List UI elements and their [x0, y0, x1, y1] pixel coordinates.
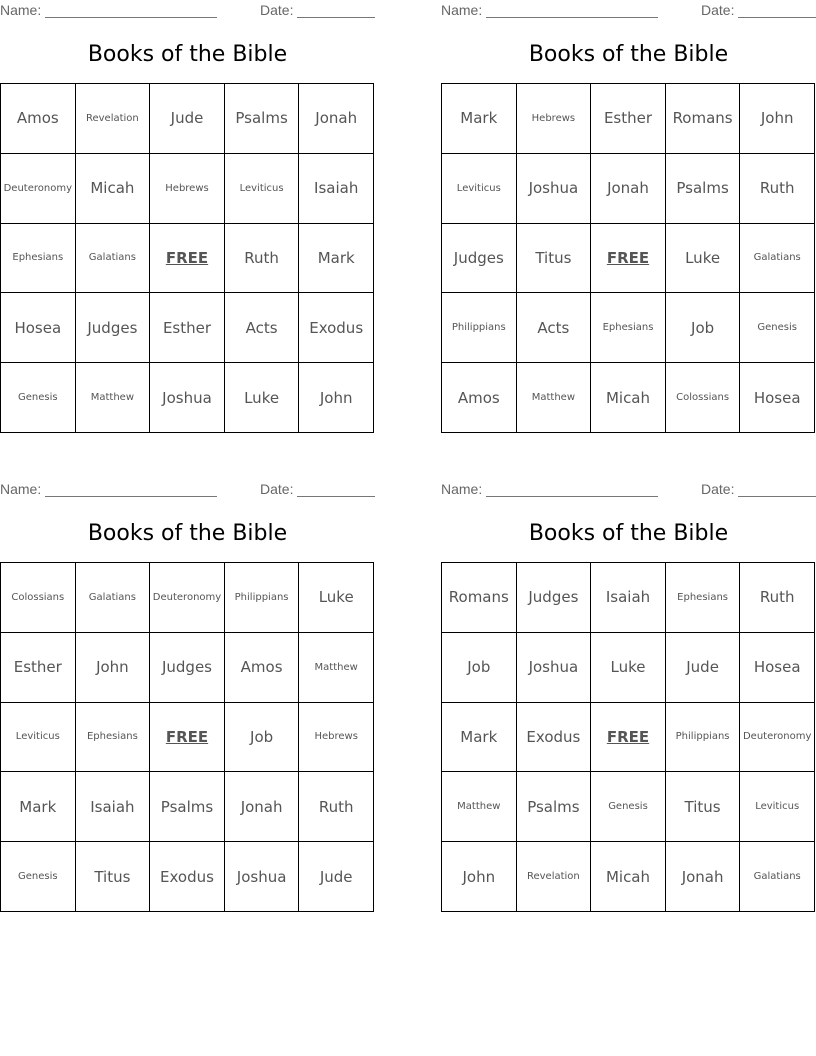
bingo-cell: Exodus — [517, 703, 592, 773]
bingo-cell: Esther — [150, 293, 225, 363]
bingo-cell: Hebrews — [150, 154, 225, 224]
bingo-cell: Joshua — [150, 363, 225, 433]
bingo-grid — [0, 562, 374, 912]
bingo-cell: Joshua — [517, 154, 592, 224]
bingo-card — [441, 0, 816, 440]
bingo-cell: Isaiah — [591, 563, 666, 633]
bingo-cell: John — [76, 633, 151, 703]
bingo-cell: Galatians — [76, 563, 151, 633]
bingo-cell: Hosea — [1, 293, 76, 363]
date-label: Date: — [701, 2, 735, 18]
bingo-cell: Job — [225, 703, 300, 773]
free-space-cell: FREE — [591, 703, 666, 773]
bingo-cell: Matthew — [517, 363, 592, 433]
bingo-cell: Mark — [1, 772, 76, 842]
date-label: Date: — [260, 2, 294, 18]
bingo-cell: Romans — [442, 563, 517, 633]
date-field-line[interactable] — [297, 2, 375, 18]
bingo-cell: Ephesians — [666, 563, 741, 633]
bingo-cell: Colossians — [1, 563, 76, 633]
bingo-cell: Amos — [442, 363, 517, 433]
bingo-cell: Jonah — [299, 84, 374, 154]
free-space-cell: FREE — [150, 224, 225, 294]
bingo-cell: Jude — [299, 842, 374, 912]
name-label: Name: — [441, 481, 483, 497]
bingo-cell: Genesis — [740, 293, 815, 363]
bingo-cell: Titus — [76, 842, 151, 912]
card-title: Books of the Bible — [87, 521, 288, 546]
bingo-cell: Leviticus — [442, 154, 517, 224]
bingo-cell: Ephesians — [76, 703, 151, 773]
bingo-cell: Exodus — [150, 842, 225, 912]
bingo-grid — [0, 83, 374, 433]
bingo-cell: Micah — [76, 154, 151, 224]
bingo-cell: Matthew — [76, 363, 151, 433]
bingo-cell: Ephesians — [591, 293, 666, 363]
date-field-line[interactable] — [297, 481, 375, 497]
bingo-cell: Hebrews — [299, 703, 374, 773]
bingo-grid — [441, 83, 815, 433]
free-space-cell: FREE — [591, 224, 666, 294]
bingo-card — [0, 0, 375, 440]
bingo-cell: Jude — [150, 84, 225, 154]
card-header — [0, 481, 375, 499]
bingo-cell: Titus — [517, 224, 592, 294]
name-label: Name: — [441, 2, 483, 18]
card-header — [441, 2, 816, 20]
bingo-cell: Jonah — [666, 842, 741, 912]
card-title: Books of the Bible — [528, 42, 729, 67]
name-field-line[interactable] — [486, 481, 658, 497]
bingo-cell: Colossians — [666, 363, 741, 433]
bingo-cell: Ruth — [225, 224, 300, 294]
bingo-cell: Amos — [1, 84, 76, 154]
free-space-cell: FREE — [150, 703, 225, 773]
bingo-cell: Deuteronomy — [1, 154, 76, 224]
bingo-cell: Job — [666, 293, 741, 363]
bingo-cell: Psalms — [225, 84, 300, 154]
bingo-cell: Luke — [666, 224, 741, 294]
date-field-line[interactable] — [738, 2, 816, 18]
bingo-cell: Genesis — [591, 772, 666, 842]
bingo-cell: Philippians — [666, 703, 741, 773]
bingo-cell: Isaiah — [76, 772, 151, 842]
bingo-cell: John — [442, 842, 517, 912]
bingo-cell: Judges — [442, 224, 517, 294]
bingo-cell: Ruth — [740, 154, 815, 224]
bingo-card — [0, 479, 375, 919]
bingo-cell: Ruth — [740, 563, 815, 633]
bingo-cell: Amos — [225, 633, 300, 703]
bingo-grid — [441, 562, 815, 912]
bingo-cell: Revelation — [76, 84, 151, 154]
bingo-cell: Acts — [517, 293, 592, 363]
name-label: Name: — [0, 2, 42, 18]
name-field-line[interactable] — [45, 481, 217, 497]
bingo-cell: Mark — [442, 703, 517, 773]
card-title: Books of the Bible — [87, 42, 288, 67]
date-label: Date: — [260, 481, 294, 497]
bingo-cell: Joshua — [517, 633, 592, 703]
name-field-line[interactable] — [486, 2, 658, 18]
bingo-cell: Psalms — [150, 772, 225, 842]
bingo-cell: Revelation — [517, 842, 592, 912]
bingo-cell: Micah — [591, 842, 666, 912]
bingo-cell: Micah — [591, 363, 666, 433]
bingo-cell: Titus — [666, 772, 741, 842]
bingo-cell: Judges — [76, 293, 151, 363]
date-field-line[interactable] — [738, 481, 816, 497]
bingo-cell: Psalms — [666, 154, 741, 224]
bingo-cell: Hebrews — [517, 84, 592, 154]
date-label: Date: — [701, 481, 735, 497]
bingo-cell: Galatians — [740, 842, 815, 912]
bingo-cell: Mark — [442, 84, 517, 154]
bingo-cell: Deuteronomy — [150, 563, 225, 633]
bingo-cell: Romans — [666, 84, 741, 154]
bingo-cell: Psalms — [517, 772, 592, 842]
bingo-cell: Judges — [517, 563, 592, 633]
card-header — [441, 481, 816, 499]
bingo-cell: Job — [442, 633, 517, 703]
bingo-cell: Matthew — [442, 772, 517, 842]
bingo-cell: Mark — [299, 224, 374, 294]
bingo-cell: Ruth — [299, 772, 374, 842]
name-label: Name: — [0, 481, 42, 497]
name-field-line[interactable] — [45, 2, 217, 18]
bingo-cell: John — [740, 84, 815, 154]
bingo-cell: Genesis — [1, 842, 76, 912]
bingo-cell: Philippians — [442, 293, 517, 363]
bingo-cell: Leviticus — [740, 772, 815, 842]
bingo-cell: Esther — [1, 633, 76, 703]
bingo-cell: Jonah — [591, 154, 666, 224]
bingo-cell: Jonah — [225, 772, 300, 842]
bingo-cell: Isaiah — [299, 154, 374, 224]
bingo-cell: Luke — [591, 633, 666, 703]
bingo-cell: Joshua — [225, 842, 300, 912]
bingo-cell: Luke — [299, 563, 374, 633]
card-header — [0, 2, 375, 20]
bingo-cell: Ephesians — [1, 224, 76, 294]
bingo-cell: Galatians — [740, 224, 815, 294]
bingo-cell: John — [299, 363, 374, 433]
bingo-cell: Jude — [666, 633, 741, 703]
bingo-cell: Hosea — [740, 363, 815, 433]
bingo-cell: Leviticus — [225, 154, 300, 224]
bingo-cell: Esther — [591, 84, 666, 154]
bingo-cell: Genesis — [1, 363, 76, 433]
bingo-card — [441, 479, 816, 919]
bingo-cell: Acts — [225, 293, 300, 363]
bingo-cell: Hosea — [740, 633, 815, 703]
bingo-cell: Galatians — [76, 224, 151, 294]
card-title: Books of the Bible — [528, 521, 729, 546]
bingo-cell: Judges — [150, 633, 225, 703]
bingo-cell: Deuteronomy — [740, 703, 815, 773]
bingo-cell: Matthew — [299, 633, 374, 703]
bingo-cell: Exodus — [299, 293, 374, 363]
bingo-cell: Philippians — [225, 563, 300, 633]
bingo-cell: Leviticus — [1, 703, 76, 773]
bingo-cell: Luke — [225, 363, 300, 433]
